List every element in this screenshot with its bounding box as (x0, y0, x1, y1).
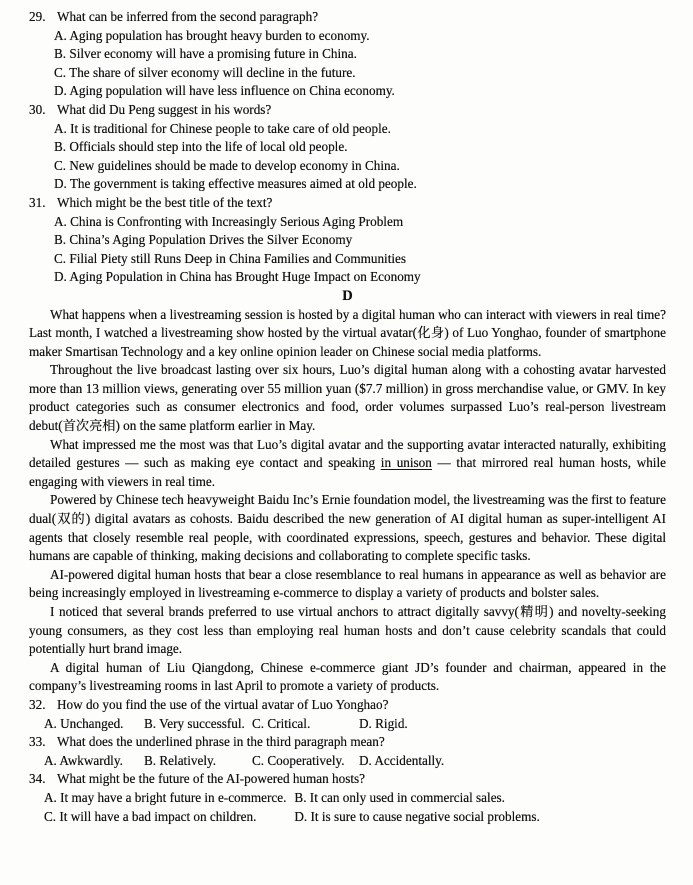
option-item: C. New guidelines should be made to develop economy in China. (54, 157, 400, 173)
passage-paragraph (29, 306, 666, 362)
options-group (44, 789, 666, 826)
options-group (54, 213, 666, 287)
option-item: A. It may have a bright future in e-commerce. (44, 789, 287, 805)
question-number: 32. (29, 696, 46, 712)
option-item: D. It is sure to cause negative social problems. (294, 808, 540, 824)
question-prompt: What did Du Peng suggest in his words? (57, 101, 272, 117)
question-item (29, 101, 666, 194)
passage-paragraph (29, 436, 666, 492)
option-item: C. Filial Piety still Runs Deep in China Families and Communities (54, 250, 407, 266)
question-prompt: What can be inferred from the second paragraph? (57, 9, 319, 24)
questions-32-34 (29, 696, 666, 826)
reading-passage (29, 306, 666, 696)
question-number: 34. (29, 771, 46, 787)
option-item: A. It is traditional for Chinese people to take care of old people. (54, 120, 391, 136)
option-item: C. It will have a bad impact on children. (44, 808, 257, 824)
options-group (44, 715, 666, 734)
question-item (29, 194, 666, 287)
question-item (29, 696, 666, 733)
question-prompt: What might be the future of the AI-powered human hosts? (57, 771, 365, 787)
passage-text: What impressed me the most was that Luo’s digital avatar and the supporting avatar interacted naturally, exhibiting detailed gestures — such as making eye contact and speaking (29, 436, 666, 471)
passage-paragraph (29, 491, 666, 565)
option-item: B. Silver economy will have a promising future in China. (54, 46, 357, 62)
option-item: D. Rigid. (359, 715, 408, 731)
question-number: 29. (29, 9, 46, 24)
questions-29-31 (29, 8, 666, 287)
passage-text: A digital human of Liu Qiangdong, Chinese e-commerce giant JD’s founder and chairman, appeared in the company’s livestreaming rooms in last April to promote a variety of products. (29, 659, 666, 694)
options-group (54, 27, 666, 101)
option-item: C. The share of silver economy will decline in the future. (54, 64, 356, 80)
question-item (29, 733, 666, 770)
option-item: C. Critical. (252, 715, 311, 731)
question-number: 31. (29, 194, 46, 210)
question-prompt: Which might be the best title of the text? (57, 194, 273, 210)
option-item: D. Aging Population in China has Brought Huge Impact on Economy (54, 269, 421, 285)
option-item: A. Aging population has brought heavy burden to economy. (54, 27, 370, 43)
question-number: 30. (29, 101, 46, 117)
option-item: A. China is Confronting with Increasingly Serious Aging Problem (54, 213, 404, 229)
options-group (54, 120, 666, 194)
passage-text: Throughout the live broadcast lasting over six hours, Luo’s digital human along with a cohosting avatar harvested more than 13 million views, generating over 55 million yuan ($7.7 million) in gross merchandise value, or GMV. In key product categories such as consumer electronics and food, order volumes surpassed Luo’s real-person livestream debut(首次亮相) on the same platform earlier in May. (29, 362, 666, 434)
option-item: D. Aging population will have less influence on China economy. (54, 83, 395, 99)
question-prompt: How do you find the use of the virtual avatar of Luo Yonghao? (57, 696, 389, 712)
question-number: 33. (29, 734, 46, 750)
passage-text: Powered by Chinese tech heavyweight Baidu Inc’s Ernie foundation model, the livestreaming was the first to feature dual(双的) digital avatars as cohosts. Baidu described the new generation of AI digital human as super-intelligent AI agents that closely resemble real people, with coordinated expressions, speech, gestures and behavior. These digital humans are capable of thinking, making decisions and collaborating to complete specific tasks. (29, 492, 666, 564)
passage-paragraph (29, 566, 666, 603)
passage-text: I noticed that several brands preferred to use virtual anchors to attract digitally savvy(精明) and novelty-seeking young consumers, as they cost less than employing real human hosts and don’t cause celebrity scandals that could potentially hurt brand image. (29, 604, 666, 657)
question-item (29, 8, 666, 101)
option-item: B. Relatively. (144, 752, 217, 768)
option-item: A. Awkwardly. (44, 752, 123, 768)
option-item: B. Officials should step into the life of local old people. (54, 139, 348, 155)
option-item: D. The government is taking effective measures aimed at old people. (54, 176, 417, 192)
option-item: D. Accidentally. (359, 752, 445, 768)
passage-text: AI-powered digital human hosts that bear a close resemblance to real humans in appearance as well as behavior are being increasingly employed in livestreaming e-commerce to display a variety of products and bolster sales. (29, 566, 666, 601)
option-item: B. Very successful. (144, 715, 245, 731)
option-item: B. It can only used in commercial sales. (294, 789, 505, 805)
section-label: D (342, 287, 353, 304)
passage-paragraph (29, 603, 666, 659)
options-group (44, 752, 666, 771)
option-item: B. China’s Aging Population Drives the Silver Economy (54, 232, 353, 248)
question-prompt: What does the underlined phrase in the third paragraph mean? (57, 734, 385, 750)
passage-paragraph (29, 659, 666, 696)
passage-text: — that mirrored real human hosts, while engaging with viewers in real time. (29, 455, 666, 489)
question-item (29, 770, 666, 826)
option-item: A. Unchanged. (44, 715, 124, 731)
underlined-phrase: in unison (380, 455, 432, 471)
passage-paragraph (29, 361, 666, 435)
passage-text: What happens when a livestreaming session is hosted by a digital human who can interact with viewers in real time? Last month, I watched a livestreaming show hosted by the virtual avatar(化身) of Luo Yonghao, founder of smartphone maker Smartisan Technology and a key online opinion leader on Chinese social media platforms. (29, 306, 666, 359)
option-item: C. Cooperatively. (252, 752, 345, 768)
